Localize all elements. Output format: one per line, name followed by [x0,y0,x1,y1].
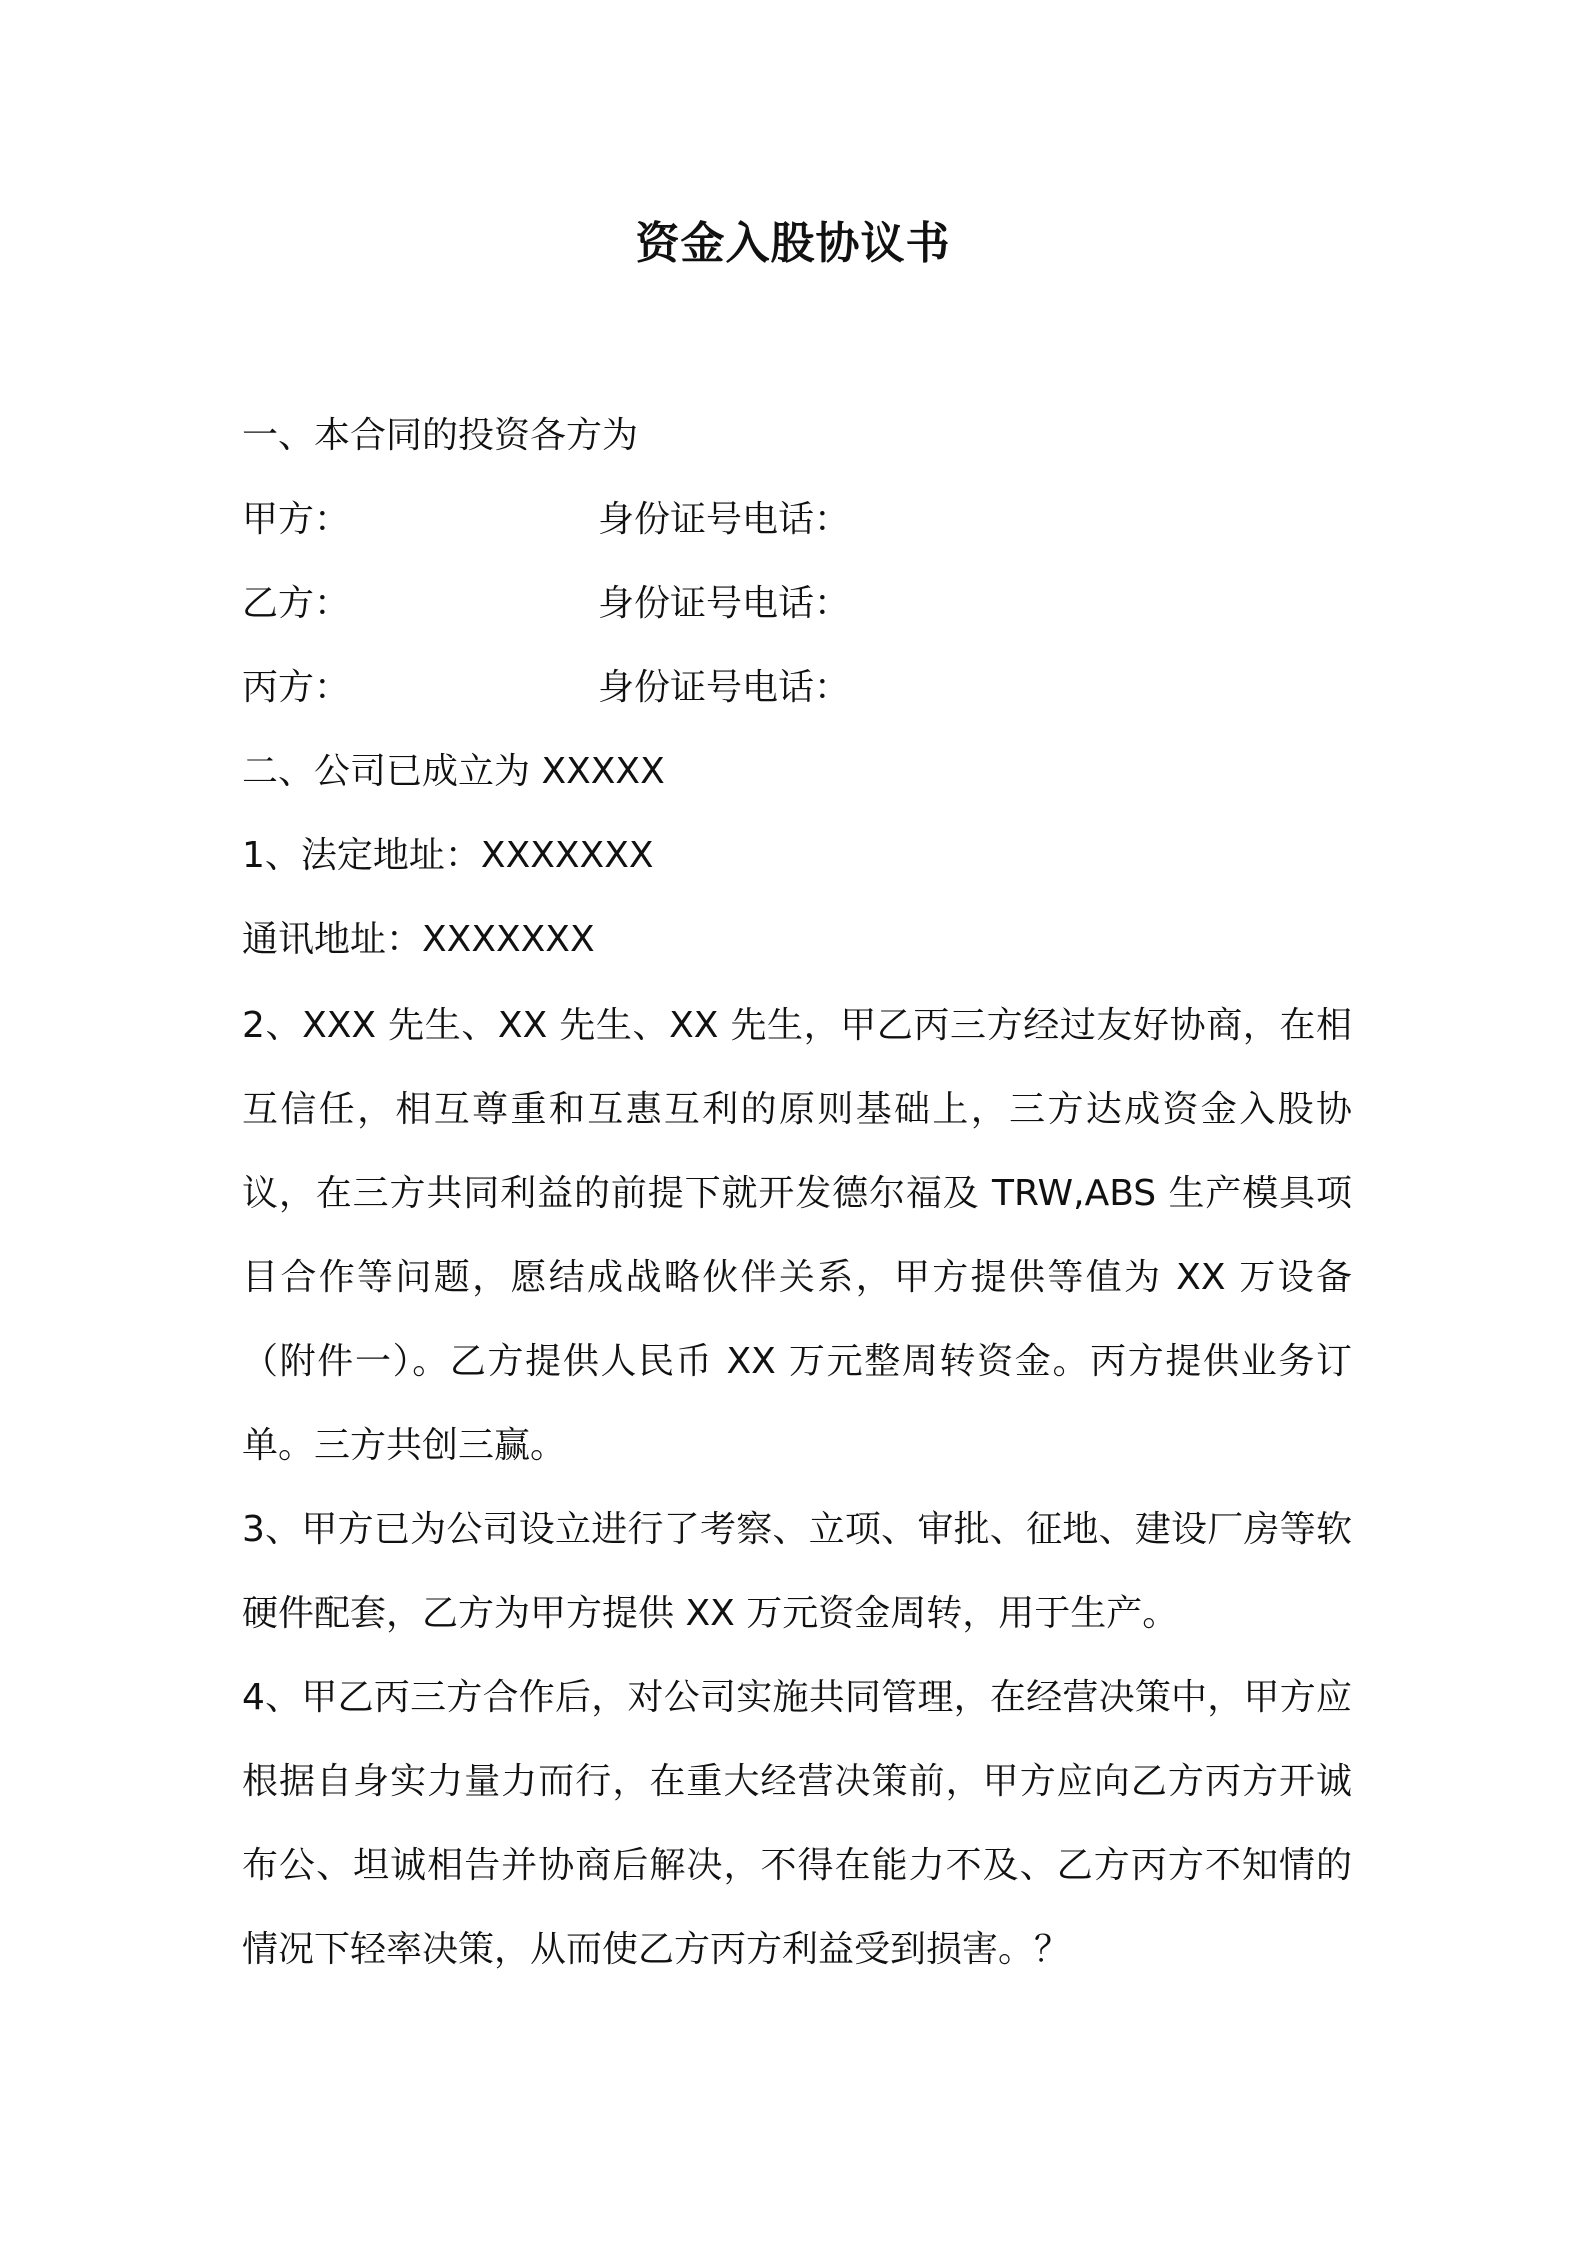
party-a-label: 甲方： [242,499,351,540]
section1-heading: 一、本合同的投资各方为 [242,415,639,456]
section2-heading: 二、公司已成立为 XXXXX [242,751,665,792]
clause-3: 3、甲方已为公司设立进行了考察、立项、审批、征地、建设厂房等软硬件配套，乙方为甲方提供 XX 万元资金周转，用于生产。 [242,1509,1352,1634]
party-c-id-phone: 身份证号电话： [598,667,851,708]
clause-2: 2、XXX 先生、XX 先生、XX 先生，甲乙丙三方经过友好协商，在相互信任，相互尊重和互惠互利的原则基础上，三方达成资金入股协议，在三方共同利益的前提下就开发德尔福及 TRW,ABS 生产模具项目合作等问题，愿结成战略伙伴关系，甲方提供等值为 XX 万设备（附件一）。乙方提供人民币 XX 万元整周转资金。丙方提供业务订单。三方共创三赢。 [242,1005,1352,1466]
clause-4: 4、甲乙丙三方合作后，对公司实施共同管理，在经营决策中，甲方应根据自身实力量力而行，在重大经营决策前，甲方应向乙方丙方开诚布公、坦诚相告并协商后解决，不得在能力不及、乙方丙方不知情的情况下轻率决策，从而使乙方丙方利益受到损害。？ [242,1677,1352,1970]
mail-address: 通讯地址：XXXXXXX [242,919,595,960]
document-title: 资金入股协议书 [635,218,951,269]
party-c-label: 丙方： [242,667,351,708]
party-b-label: 乙方： [242,583,351,624]
party-a-id-phone: 身份证号电话： [598,499,851,540]
legal-address: 1、法定地址：XXXXXXX [242,835,654,876]
party-b-id-phone: 身份证号电话： [598,583,851,624]
